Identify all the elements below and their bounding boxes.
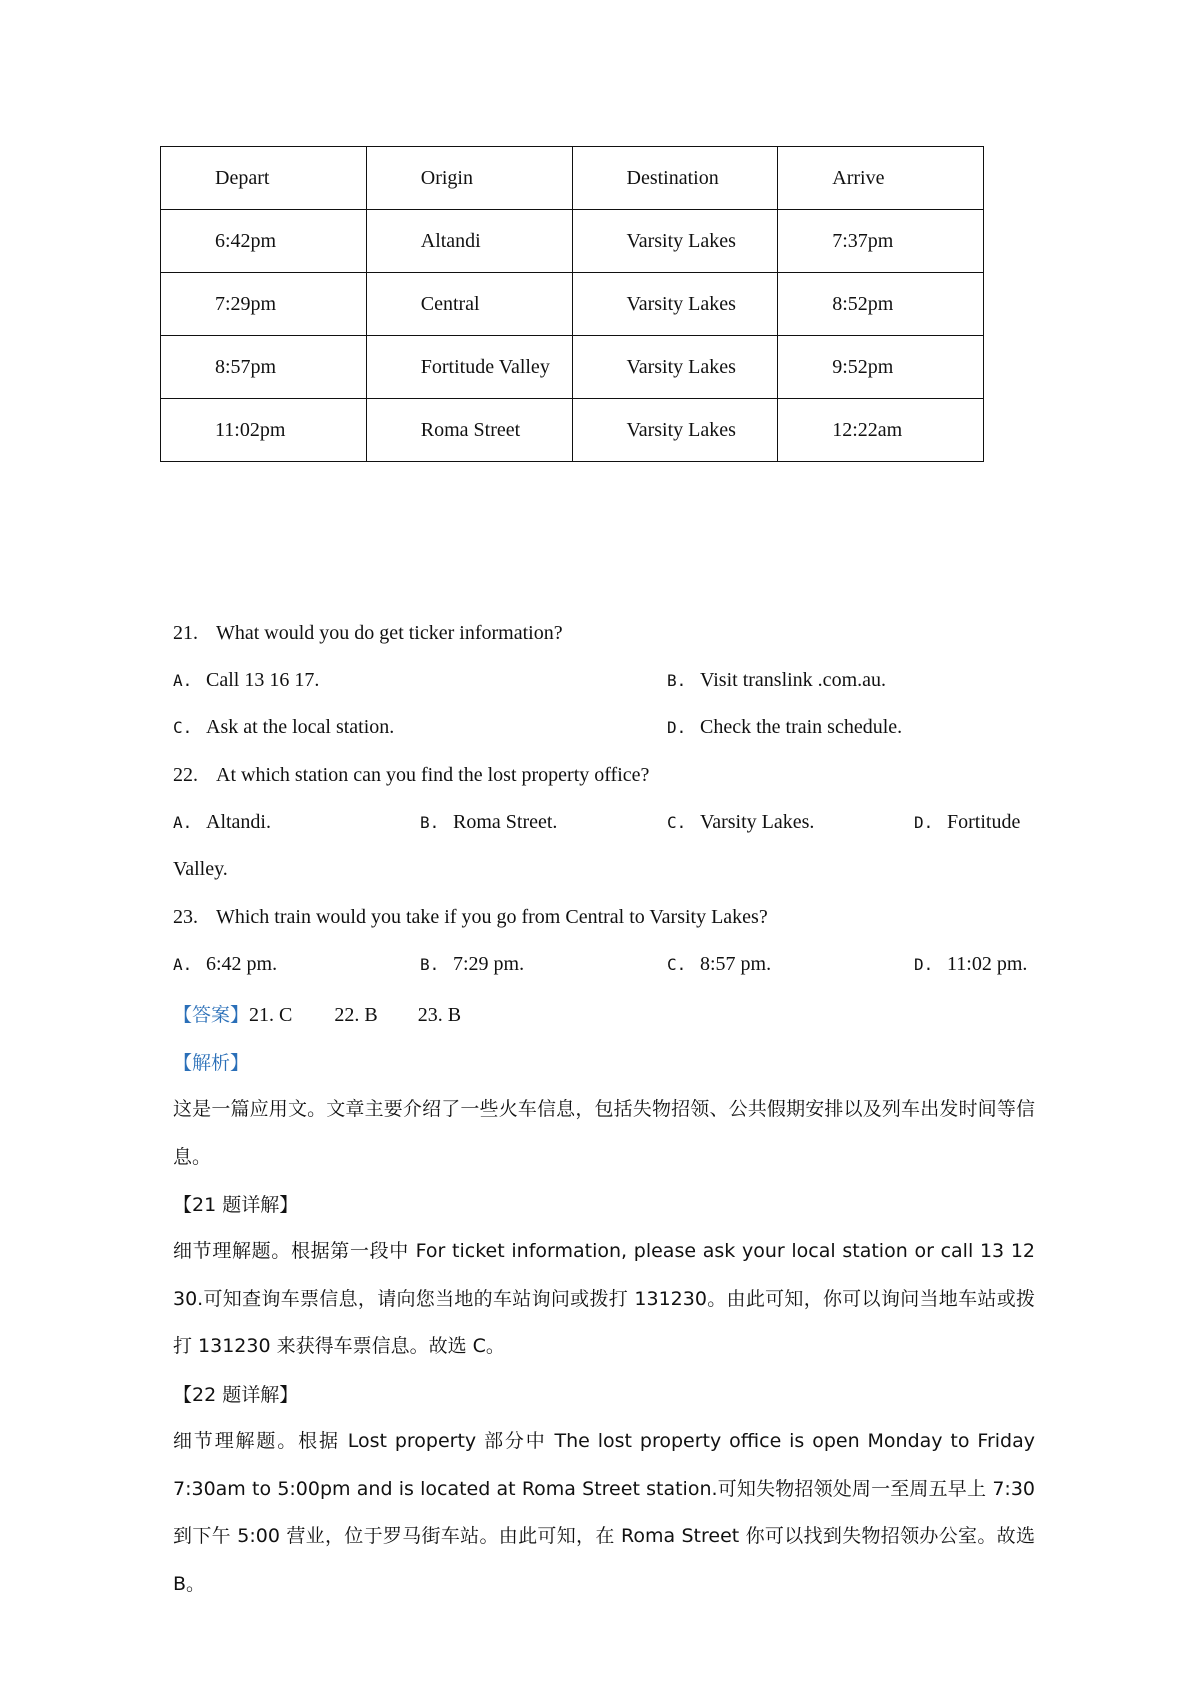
option-c: C. Varsity Lakes.	[667, 811, 815, 833]
question-number: 22.	[173, 764, 198, 786]
answer-item: 21. C	[249, 1004, 293, 1026]
table-header-cell: Arrive	[778, 147, 984, 210]
answer-item: 22. B	[334, 1004, 378, 1026]
option-d-wrap: Valley.	[173, 858, 228, 880]
question-text: Which train would you take if you go from Central to Varsity Lakes?	[216, 906, 768, 928]
option-b: B. Visit translink .com.au.	[667, 669, 886, 691]
table-cell: 6:42pm	[161, 210, 367, 273]
option-a: A. Altandi.	[173, 811, 271, 833]
option-a: A. Call 13 16 17.	[173, 669, 320, 691]
table-cell: 11:02pm	[161, 399, 367, 462]
table-cell: Altandi	[366, 210, 572, 273]
option-b: B. Roma Street.	[420, 811, 558, 833]
detail-text-22: 细节理解题。根据 Lost property 部分中 The lost property office is open Monday to Friday 7:30am to 5:00pm and is located at Roma Street station.可知失物招领处周一至周五早上 7:30 到下午 5:00 营业，位于罗马街车站。由此可知，在 Roma Street 你可以找到失物招领办公室。故选 B。	[173, 1430, 1035, 1595]
table-cell: Varsity Lakes	[572, 336, 778, 399]
option-a: A. 6:42 pm.	[173, 953, 278, 975]
train-schedule-table	[160, 146, 984, 462]
question-number: 23.	[173, 906, 198, 928]
option-c: C. 8:57 pm.	[667, 953, 772, 975]
option-c: C. Ask at the local station.	[173, 716, 395, 738]
table-header-cell: Depart	[161, 147, 367, 210]
table-cell: 9:52pm	[778, 336, 984, 399]
answer-item: 23. B	[417, 1004, 462, 1026]
table-header-cell: Origin	[366, 147, 572, 210]
detail-heading-22: 【22 题详解】	[173, 1384, 299, 1406]
table-row	[161, 273, 984, 336]
option-d: D. Fortitude	[914, 811, 1021, 833]
table-cell: 7:37pm	[778, 210, 984, 273]
option-d: D. Check the train schedule.	[667, 716, 903, 738]
detail-heading-21: 【21 题详解】	[173, 1194, 299, 1216]
option-d: D. 11:02 pm.	[914, 953, 1028, 975]
table-cell: 7:29pm	[161, 273, 367, 336]
question-text: At which station can you find the lost property office?	[216, 764, 650, 786]
analysis-summary: 这是一篇应用文。文章主要介绍了一些火车信息，包括失物招领、公共假期安排以及列车出发时间等信息。	[173, 1098, 1035, 1168]
option-b: B. 7:29 pm.	[420, 953, 525, 975]
table-cell: Fortitude Valley	[366, 336, 572, 399]
question-number: 21.	[173, 622, 198, 644]
question-23	[173, 906, 1036, 929]
answer-label: 【答案】	[173, 1004, 250, 1026]
table-cell: Varsity Lakes	[572, 399, 778, 462]
table-header-row	[161, 147, 984, 210]
table-cell: 12:22am	[778, 399, 984, 462]
table-cell: Roma Street	[366, 399, 572, 462]
table-cell: Varsity Lakes	[572, 210, 778, 273]
table-cell: Varsity Lakes	[572, 273, 778, 336]
table-cell: 8:52pm	[778, 273, 984, 336]
question-21	[173, 622, 1036, 645]
answer-line	[173, 1000, 1036, 1027]
table-cell: 8:57pm	[161, 336, 367, 399]
table-cell: Central	[366, 273, 572, 336]
analysis-label: 【解析】	[173, 1052, 250, 1074]
table-row	[161, 399, 984, 462]
detail-text-21: 细节理解题。根据第一段中 For ticket information, please ask your local station or call 13 12 30.可知查询车票信息，请向您当地的车站询问或拨打 131230。由此可知，你可以询问当地车站或拨打 131230 来获得车票信息。故选 C。	[173, 1240, 1035, 1357]
table-row	[161, 336, 984, 399]
question-22	[173, 764, 1036, 787]
table-row	[161, 210, 984, 273]
question-text: What would you do get ticker information?	[216, 622, 563, 644]
table-header-cell: Destination	[572, 147, 778, 210]
